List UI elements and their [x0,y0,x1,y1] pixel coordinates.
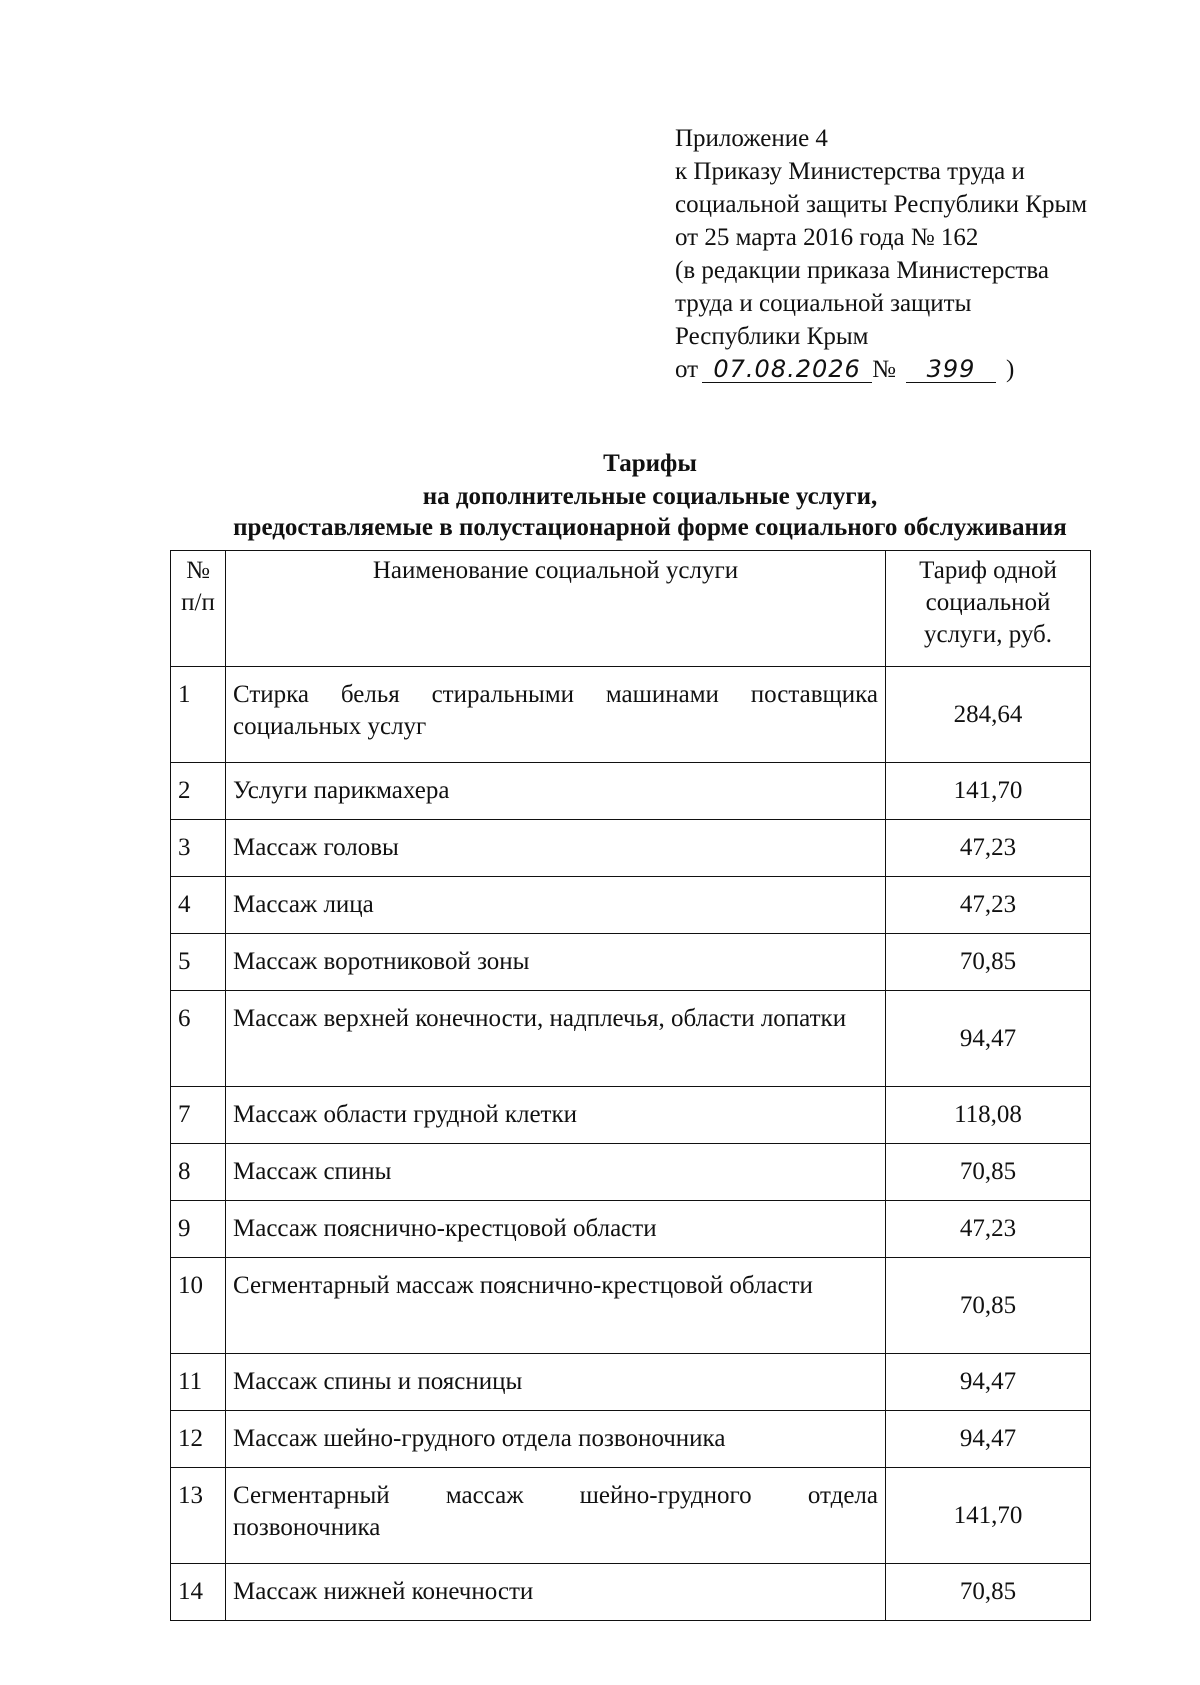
tariffs-table [170,550,1091,1621]
row-name: Сегментарный массаж шейно-грудного отдела позвоночника [226,1468,886,1564]
row-name: Массаж нижней конечности [226,1564,886,1621]
header-name: Наименование социальной услуги [226,551,886,667]
table-row [171,1411,1091,1468]
appendix-line-3: социальной защиты Республики Крым [675,191,1088,218]
table-row [171,991,1091,1087]
appendix-line-4: от 25 марта 2016 года № 162 [675,224,979,251]
row-tariff: 118,08 [886,1087,1091,1144]
closing-paren: ) [1005,356,1015,383]
row-tariff: 94,47 [886,1411,1091,1468]
table-row [171,1354,1091,1411]
table-row [171,1201,1091,1258]
row-tariff: 141,70 [886,1468,1091,1564]
document-subtitle-1: на дополнительные социальные услуги, [422,483,878,510]
row-tariff: 47,23 [886,877,1091,934]
row-name: Стирка белья стиральными машинами поставщика социальных услуг [226,667,886,763]
table-row [171,1468,1091,1564]
row-num: 1 [171,667,226,763]
appendix-line-1: Приложение 4 [675,125,828,152]
row-num: 2 [171,763,226,820]
appendix-line-5: (в редакции приказа Министерства [675,257,1049,284]
row-tariff: 47,23 [886,1201,1091,1258]
table-row [171,1258,1091,1354]
appendix-block [675,122,1145,386]
row-num: 13 [171,1468,226,1564]
row-tariff: 141,70 [886,763,1091,820]
document-subtitle-2: предоставляемые в полустационарной форме социального обслуживания [233,514,1067,541]
row-name: Массаж воротниковой зоны [226,934,886,991]
handwritten-number: 399 [906,356,996,383]
row-name: Услуги парикмахера [226,763,886,820]
document-title: Тарифы [603,450,697,477]
row-name: Массаж спины и поясницы [226,1354,886,1411]
row-tariff: 70,85 [886,934,1091,991]
row-name: Массаж шейно-грудного отдела позвоночника [226,1411,886,1468]
row-tariff: 94,47 [886,1354,1091,1411]
row-tariff: 70,85 [886,1258,1091,1354]
table-row [171,820,1091,877]
handwritten-date: 07.08.2026 [702,356,872,383]
number-sign: № [872,356,896,383]
row-name: Массаж области грудной клетки [226,1087,886,1144]
row-num: 5 [171,934,226,991]
row-num: 9 [171,1201,226,1258]
appendix-order-line [675,353,1145,386]
row-num: 3 [171,820,226,877]
table-row [171,667,1091,763]
row-name: Массаж лица [226,877,886,934]
row-name: Массаж спины [226,1144,886,1201]
row-num: 12 [171,1411,226,1468]
header-tariff: Тариф одной социальной услуги, руб. [886,551,1091,667]
row-name: Массаж пояснично-крестцовой области [226,1201,886,1258]
table-row [171,1564,1091,1621]
row-tariff: 94,47 [886,991,1091,1087]
row-name: Сегментарный массаж пояснично-крестцовой области [226,1258,886,1354]
header-num: № п/п [171,551,226,667]
row-name: Массаж головы [226,820,886,877]
table-row [171,1144,1091,1201]
row-name: Массаж верхней конечности, надплечья, области лопатки [226,991,886,1087]
table-row [171,1087,1091,1144]
table-header-row [171,551,1091,667]
row-num: 11 [171,1354,226,1411]
row-tariff: 284,64 [886,667,1091,763]
row-tariff: 47,23 [886,820,1091,877]
row-tariff: 70,85 [886,1564,1091,1621]
table-row [171,877,1091,934]
row-num: 6 [171,991,226,1087]
row-num: 7 [171,1087,226,1144]
table-row [171,763,1091,820]
appendix-line-2: к Приказу Министерства труда и [675,158,1025,185]
appendix-line-7: Республики Крым [675,323,869,350]
table-row [171,934,1091,991]
row-num: 8 [171,1144,226,1201]
row-num: 4 [171,877,226,934]
row-tariff: 70,85 [886,1144,1091,1201]
from-prefix: от [675,356,699,383]
row-num: 14 [171,1564,226,1621]
appendix-line-6: труда и социальной защиты [675,290,972,317]
row-num: 10 [171,1258,226,1354]
